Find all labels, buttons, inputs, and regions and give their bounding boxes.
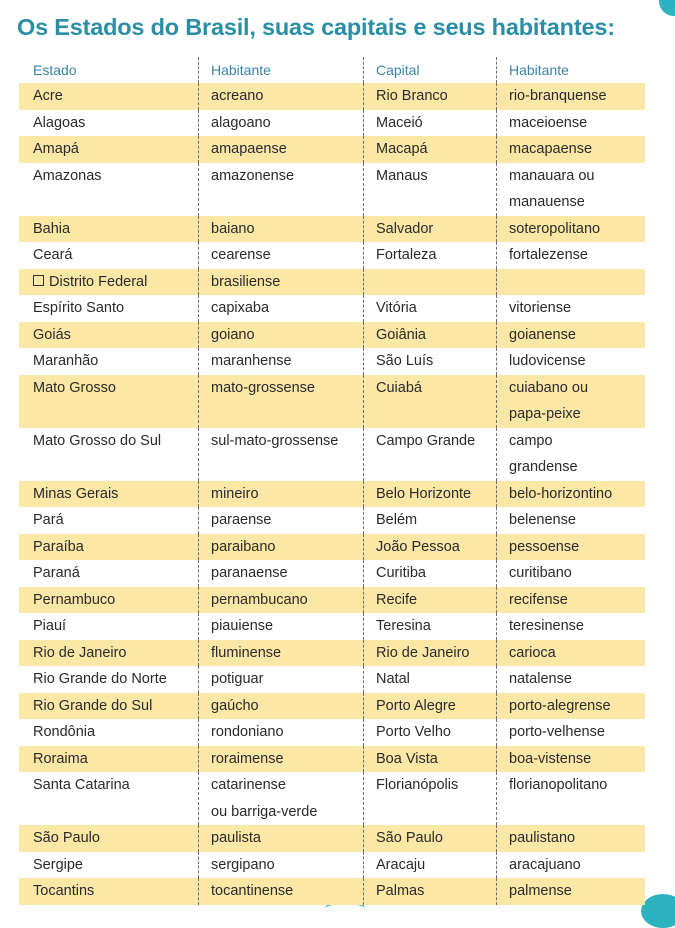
cell-habitante-capital (497, 295, 645, 322)
habitante-line: soteropolitano (509, 220, 601, 237)
cell-habitante-estado (199, 110, 364, 137)
table-row (19, 613, 645, 640)
cell-estado: Espírito Santo (19, 295, 199, 322)
habitante-line: ou barriga-verde (211, 803, 318, 820)
habitante-line: maranhense (211, 353, 292, 369)
habitante-line: fortalezense (509, 247, 588, 263)
cell-habitante-capital (497, 110, 645, 137)
cell-capital: Curitiba (364, 560, 497, 587)
habitante-line: manauara ou (509, 167, 595, 184)
cell-capital: Maceió (364, 110, 497, 137)
cell-habitante-estado (199, 587, 364, 614)
corner-decoration (659, 0, 675, 16)
habitante-line: tocantinense (211, 883, 294, 899)
cell-capital: Recife (364, 587, 497, 614)
cell-capital: Florianópolis (364, 772, 497, 825)
habitante-line: rio-branquense (509, 88, 607, 104)
header-habitante-capital: Habitante (509, 61, 569, 78)
cell-habitante-capital (497, 825, 645, 852)
habitante-line: potiguar (211, 671, 264, 687)
habitante-line: goiano (211, 326, 255, 343)
cell-habitante-capital (497, 640, 645, 667)
table-row (19, 136, 645, 163)
table-row (19, 269, 645, 296)
header-estado: Estado (19, 57, 199, 84)
habitante-line: ludovicense (509, 353, 586, 369)
habitante-line: pessoense (509, 538, 580, 555)
cell-estado: Tocantins (19, 878, 199, 905)
table-row (19, 587, 645, 614)
cell-habitante-estado (199, 348, 364, 375)
cell-capital: Campo Grande (364, 428, 497, 481)
table-row (19, 375, 645, 428)
cell-habitante-estado (199, 560, 364, 587)
habitante-line: amazonense (211, 167, 295, 184)
habitante-line: amapaense (211, 141, 287, 157)
cell-habitante-capital (497, 375, 645, 428)
cell-estado: Sergipe (19, 852, 199, 879)
habitante-line: mato-grossense (211, 379, 315, 396)
cell-capital: Porto Alegre (364, 693, 497, 720)
cell-capital: Cuiabá (364, 375, 497, 428)
habitante-line: campo (509, 432, 553, 449)
cell-estado: São Paulo (19, 825, 199, 852)
cell-habitante-capital (497, 693, 645, 720)
cell-estado: Rio Grande do Sul (19, 693, 199, 720)
habitante-line: maceioense (509, 114, 588, 131)
cell-capital: Goiânia (364, 322, 497, 349)
cell-habitante-capital (497, 772, 645, 825)
cell-capital: Rio de Janeiro (364, 640, 497, 667)
cell-habitante-estado (199, 878, 364, 905)
cell-capital: Natal (364, 666, 497, 693)
cell-estado: Distrito Federal (19, 269, 199, 296)
cell-habitante-estado (199, 719, 364, 746)
habitante-line: roraimense (211, 750, 284, 767)
cell-capital: Boa Vista (364, 746, 497, 773)
cell-habitante-estado (199, 693, 364, 720)
habitante-line: vitoriense (509, 300, 572, 316)
habitante-line: grandense (509, 459, 578, 475)
cell-estado: Paraíba (19, 534, 199, 561)
cell-estado: Santa Catarina (19, 772, 199, 825)
cell-capital: Aracaju (364, 852, 497, 879)
cell-habitante-estado (199, 507, 364, 534)
cell-habitante-estado (199, 269, 364, 296)
cell-capital: Palmas (364, 878, 497, 905)
habitante-line: mineiro (211, 485, 259, 502)
cell-capital: Belém (364, 507, 497, 534)
table-row (19, 322, 645, 349)
table-row (19, 534, 645, 561)
habitante-line: aracajuano (509, 856, 581, 873)
cell-habitante-capital (497, 242, 645, 269)
cell-estado: Bahia (19, 216, 199, 243)
habitante-line: fluminense (211, 644, 282, 661)
cell-habitante-capital (497, 216, 645, 243)
habitante-line: sergipano (211, 856, 275, 873)
habitante-line: piauiense (211, 618, 274, 634)
cell-estado: Rio de Janeiro (19, 640, 199, 667)
cell-estado: Ceará (19, 242, 199, 269)
habitante-line: rondoniano (211, 724, 284, 740)
cell-habitante-estado (199, 613, 364, 640)
cell-habitante-capital (497, 587, 645, 614)
cell-capital: Porto Velho (364, 719, 497, 746)
table-row (19, 83, 645, 110)
habitante-line: belo-horizontino (509, 485, 613, 502)
cell-habitante-capital (497, 136, 645, 163)
table-row (19, 746, 645, 773)
table-row (19, 640, 645, 667)
habitante-line: paraense (211, 512, 272, 528)
cell-estado: Pernambuco (19, 587, 199, 614)
cell-habitante-estado (199, 295, 364, 322)
cell-estado: Paraná (19, 560, 199, 587)
habitante-line: porto-alegrense (509, 697, 611, 714)
cell-habitante-capital (497, 719, 645, 746)
cell-habitante-capital (497, 534, 645, 561)
cell-habitante-estado (199, 825, 364, 852)
table-row (19, 693, 645, 720)
cell-habitante-capital (497, 560, 645, 587)
habitante-line: paulista (211, 830, 261, 846)
cell-habitante-estado (199, 136, 364, 163)
habitante-line: florianopolitano (509, 777, 608, 793)
cell-capital: Macapá (364, 136, 497, 163)
cell-estado: Mato Grosso do Sul (19, 428, 199, 481)
cell-capital: João Pessoa (364, 534, 497, 561)
table-row (19, 666, 645, 693)
cell-estado: Goiás (19, 322, 199, 349)
habitante-line: sul-mato-grossense (211, 432, 339, 449)
cell-capital: Belo Horizonte (364, 481, 497, 508)
table-row (19, 163, 645, 216)
habitante-line: alagoano (211, 114, 271, 131)
cell-estado: Amapá (19, 136, 199, 163)
habitante-line: paraibano (211, 538, 276, 555)
cell-capital (364, 269, 497, 296)
habitante-line: boa-vistense (509, 750, 592, 767)
cell-estado: Minas Gerais (19, 481, 199, 508)
cell-habitante-capital (497, 852, 645, 879)
habitante-line: macapaense (509, 141, 593, 157)
cell-estado: Mato Grosso (19, 375, 199, 428)
table-row (19, 560, 645, 587)
habitante-line: cuiabano ou (509, 379, 589, 396)
header-capital: Capital (364, 57, 497, 84)
table-row (19, 507, 645, 534)
cell-capital: Salvador (364, 216, 497, 243)
habitante-line: paranaense (211, 565, 288, 581)
cell-habitante-estado (199, 322, 364, 349)
cell-habitante-estado (199, 375, 364, 428)
cell-habitante-estado (199, 428, 364, 481)
cell-estado: Roraima (19, 746, 199, 773)
habitante-line: manauense (509, 194, 585, 210)
header-habitante-estado: Habitante (199, 57, 364, 84)
cell-habitante-estado (199, 83, 364, 110)
table-header (19, 57, 645, 83)
habitante-line: capixaba (211, 300, 270, 316)
table-row (19, 216, 645, 243)
table-row (19, 852, 645, 879)
table-row (19, 719, 645, 746)
habitante-line: pernambucano (211, 591, 308, 608)
cell-estado: Amazonas (19, 163, 199, 216)
cell-habitante-estado (199, 746, 364, 773)
cell-capital: Fortaleza (364, 242, 497, 269)
table-row (19, 825, 645, 852)
table-row (19, 295, 645, 322)
cell-estado: Rio Grande do Norte (19, 666, 199, 693)
habitante-line: carioca (509, 644, 556, 661)
cell-estado: Maranhão (19, 348, 199, 375)
cell-habitante-estado (199, 481, 364, 508)
cell-capital: Teresina (364, 613, 497, 640)
cell-habitante-capital (497, 613, 645, 640)
cell-habitante-estado (199, 534, 364, 561)
habitante-line: cearense (211, 247, 271, 263)
cell-estado: Alagoas (19, 110, 199, 137)
page-title: Os Estados do Brasil, suas capitais e seus habitantes: (17, 14, 615, 40)
cell-habitante-capital (497, 348, 645, 375)
cell-habitante-estado (199, 163, 364, 216)
habitante-line: palmense (509, 883, 572, 899)
habitante-line: goianense (509, 326, 576, 343)
cell-habitante-capital (497, 163, 645, 216)
table-row (19, 428, 645, 481)
habitante-line: catarinense (211, 777, 286, 793)
habitante-line: paulistano (509, 830, 576, 846)
cell-capital: São Paulo (364, 825, 497, 852)
cell-habitante-capital (497, 878, 645, 905)
habitante-line: papa-peixe (509, 406, 581, 422)
cell-capital: São Luís (364, 348, 497, 375)
habitante-line: porto-velhense (509, 724, 605, 740)
cell-habitante-capital (497, 428, 645, 481)
cell-habitante-estado (199, 666, 364, 693)
cell-habitante-capital (497, 481, 645, 508)
cell-capital: Manaus (364, 163, 497, 216)
cell-estado: Rondônia (19, 719, 199, 746)
cell-habitante-estado (199, 216, 364, 243)
cell-habitante-estado (199, 242, 364, 269)
cell-habitante-capital (497, 746, 645, 773)
cell-estado: Piauí (19, 613, 199, 640)
cell-habitante-estado (199, 640, 364, 667)
cell-habitante-estado (199, 852, 364, 879)
table-row (19, 878, 645, 905)
habitante-line: baiano (211, 220, 255, 237)
table-row (19, 242, 645, 269)
cell-habitante-capital (497, 666, 645, 693)
habitante-line: recifense (509, 591, 568, 608)
habitante-line: natalense (509, 671, 572, 687)
table-row (19, 481, 645, 508)
corner-decoration (641, 894, 675, 928)
table-row (19, 110, 645, 137)
table-row (19, 348, 645, 375)
states-table (19, 57, 645, 905)
table-body (19, 83, 645, 905)
table-row (19, 772, 645, 825)
cell-habitante-estado (199, 772, 364, 825)
habitante-line: teresinense (509, 618, 584, 634)
cell-estado: Acre (19, 83, 199, 110)
cell-habitante-capital (497, 83, 645, 110)
habitante-line: gaúcho (211, 697, 259, 714)
cell-capital: Rio Branco (364, 83, 497, 110)
cell-habitante-capital (497, 322, 645, 349)
habitante-line: brasiliense (211, 273, 281, 290)
cell-habitante-capital (497, 507, 645, 534)
cell-capital: Vitória (364, 295, 497, 322)
habitante-line: acreano (211, 88, 264, 104)
cell-estado: Pará (19, 507, 199, 534)
habitante-line: belenense (509, 512, 576, 528)
cell-habitante-capital (497, 269, 645, 296)
habitante-line: curitibano (509, 565, 572, 581)
